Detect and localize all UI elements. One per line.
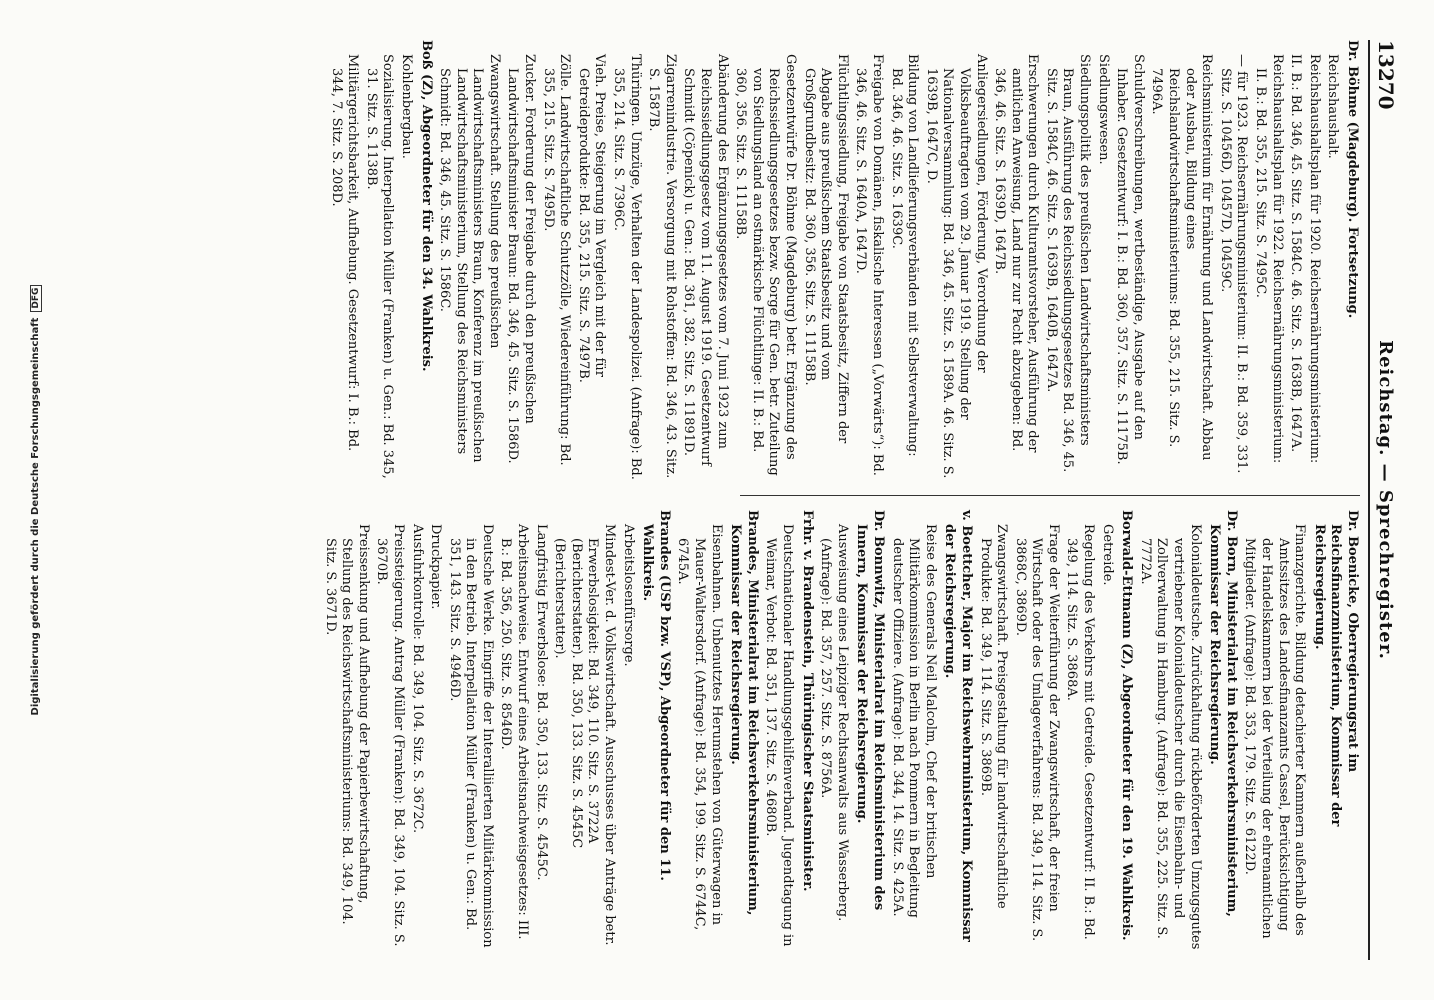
page-header — [1368, 40, 1400, 960]
register-name-entry: Dr. Bonnwitz, Ministerialrat im Reichsministerium des Innern, Kommissar der Reichsregierung. — [854, 510, 886, 911]
register-subentry: Ausweisung eines Leipziger Rechtsanwalts aus Wasserberg. (Anfrage): Bd. 357, 257. Sitz. S. 8756A. — [818, 524, 850, 922]
register-subentry: Arbeitsnachweise. Entwurf eines Arbeitsnachweisgesetzes: III. B.: Bd. 356, 250. Sitz. S. 8546D. — [498, 524, 531, 940]
register-subentry: Zigarrenindustrie. Versorgung mit Rohstoffen: Bd. 346, 43. Sitz. S. 1587B. — [646, 54, 678, 479]
digitization-credit — [30, 20, 50, 980]
register-subentry: Reise des Generals Neil Malcolm, Chef der britischen Militärkommission in Berlin nach Pommern in Begleitung deutscher Offiziere. (Anfrage): Bd. 344, 14. Sitz. S. 425A. — [889, 524, 938, 918]
register-name-entry: v. Boettcher, Major im Reichswehrministerium, Kommissar der Reichsregierung. — [942, 510, 974, 942]
register-subentry: Militärgerichtsbarkeit, Aufhebung. Gesetzentwurf: I. B.: Bd. 344, 7. Sitz. S. 208D. — [328, 54, 361, 452]
register-name-entry: Frhr. v. Brandenstein, Thüringischer Staatsminister. — [799, 510, 815, 892]
register-subentry: II. B.: Bd. 346, 45. Sitz. S. 1584C. 46. Sitz. S. 1638B, 1647A. — [1288, 54, 1304, 453]
register-name-entry: Brandes, Ministerialrat im Reichsverkehrsministerium, Kommissar der Reichsregierung. — [728, 510, 760, 916]
register-subentry: Gesetzentwürfe Dr. Böhme (Magdeburg) betr. Ergänzung des Reichssiedlungsgesetzes bezw. Sorge für Gen. betr. Zuteilung von Siedlungsland an ostmärkische Flüchtlinge: II. B.: Bd. 360, 356. Sitz. S. 11158B. — [733, 54, 798, 476]
register-subentry: Kolonialdeutsche. Zurückhaltung rückbeförderten Umzugsgutes vertriebener Kolonialdeutscher durch die Eisenbahn- und Zollverwaltung in Hamburg. (Anfrage): Bd. 355, 225. Sitz. S. 7772A. — [1137, 524, 1203, 950]
rotated-content — [100, 40, 1400, 960]
credit-text: Digitalisierung gefördert durch die Deutsche Forschungsgemeinschaft — [30, 317, 41, 716]
register-subentry: Erschwerungen durch Kulturamtsvorsteher, Ausführung der amtlichen Anweisung, Land nur zur Pacht abzugeben: Bd. 346, 46. Sitz. S. 1639D, 1647B. — [992, 54, 1041, 453]
register-name-entry: Dr. Böhme (Magdeburg). Fortsetzung. — [1345, 40, 1360, 319]
register-name-entry: Borwald-Ettmann (Z), Abgeordneter für den 19. Wahlkreis. — [1119, 510, 1135, 941]
register-name-entry: Boß (Z), Abgeordneter für den 34. Wahlkreis. — [418, 40, 434, 372]
page-number: 13270 — [1374, 40, 1398, 110]
register-subentry: Thüringen. Umzüge, Verhalten der Landespolizei. (Anfrage): Bd. 355, 214. Sitz. S. 7396C. — [611, 54, 643, 480]
register-subentry: Eisenbahnen. Unbenutztes Herumstehen von Güterwagen in Mauer-Waltersdorf. (Anfrage): Bd. 354, 199. Sitz. S. 6744C, 6745A. — [675, 524, 724, 931]
register-subentry: Preissteigerung. Antrag Müller (Franken): Bd. 349, 104. Sitz. S. 3670B. — [374, 524, 406, 947]
register-name-entry: Brandes (USP bzw. VSP), Abgeordneter für den 11. Wahlkreis. — [640, 510, 672, 881]
register-subentry: Reichshaushalt. — [1325, 54, 1341, 159]
register-subentry: Zwangswirtschaft. Preisgestaltung für landwirtschaftliche Produkte: Bd. 349, 114. Sitz. S. 3869B. — [977, 524, 1010, 909]
register-subentry: Zucker. Forderung der Freigabe durch den preußischen Landwirtschaftsminister Braun: Bd. 346, 45. Sitz. S. 1586D. — [505, 54, 538, 464]
register-subentry: Siedlungswesen. — [1095, 54, 1111, 165]
register-subentry: Abänderung des Ergänzungsgesetzes vom 7. Juni 1923 zum Reichssiedlungsgesetz vom 11. August 1919. Gesetzentwurf Schmidt (Cöpenick) u. Gen.: Bd. 361, 382. Sitz. S. 11891D. — [681, 54, 730, 466]
register-subentry: Ausfuhrkontrolle: Bd. 349, 104. Sitz. S. 3672C. — [409, 524, 425, 834]
register-subentry: Preissenkung und Aufhebung der Papierbewirtschaftung, Stellung des Reichswirtschaftsministeriums: Bd. 349, 104. Sitz. S. 3671D. — [322, 524, 371, 925]
register-subentry: Mindest-Ver. d. Volkswirtschaft. Ausschusses über Anträge betr. Erwerbslosigkeit: Bd. 349, 110. Sitz. S. 3722A (Berichterstatter). Bd. 350, 133. Sitz. S. 4545C (Berichterstatter). — [552, 524, 618, 946]
register-name-entry: Dr. Born, Ministerialrat im Reichsverkehrsministerium, Kommissar der Reichsregierung. — [1207, 510, 1239, 917]
running-title: Reichstag. — Sprechregister. — [1375, 340, 1396, 660]
dfg-logo: DFG — [30, 285, 42, 312]
register-subentry: Finanzgerichte. Bildung detachierter Kammern außerhalb des Amtssitzes des Landesfinanzamts Cassel, Berücksichtigung der Handelskammern bei der Verteilung der ehrenamtlichen Mitglieder. (Anfrage): Bd. 353, 179. Sitz. S. 6122D. — [1242, 524, 1308, 939]
register-name-entry: Dr. Boenicke, Oberregierungsrat im Reichsfinanzministerium, Kommissar der Reichsregierung. — [1311, 510, 1360, 827]
column-divider — [740, 495, 1360, 496]
register-subentry: Langfristig Erwerbslose: Bd. 350, 133. Sitz. S. 4545C. — [533, 524, 549, 881]
register-subentry: Druckpapier. — [428, 524, 444, 610]
register-subentry: — für 1923. Reichsernährungsministerium: II. B.: Bd. 359, 331. Sitz. S. 10456D, 10457D, 10459C. — [1217, 54, 1250, 474]
register-subentry: Zwangswirtschaft. Stellung des preußischen Landwirtschaftsministers Braun, Konferenz im preußischen Landwirtschaftsministerium, Stellung des Reichsministers Schmidt: Bd. 346, 45. Sitz. S. 1586C. — [437, 54, 502, 463]
right-column — [319, 510, 1360, 950]
register-subentry: Sozialisierung. Interpellation Müller (Franken) u. Gen.: Bd. 345, 31. Sitz. S. 1138B. — [363, 54, 396, 479]
register-subentry: Freigabe von Domänen, fiskalische Interessen („Vorwärts“): Bd. 346, 46. Sitz. S. 1640A, 1647D. — [853, 54, 885, 476]
register-subentry: Bildung von Landlieferungsverbänden mit Selbstverwaltung: Bd. 346, 46. Sitz. S. 1639C. — [888, 54, 921, 457]
register-subentry: Reichshaushaltsplan für 1922. Reichsernährungsministerium: II. B.: Bd. 355, 215. Sitz. S. 7495C. — [1253, 54, 1285, 464]
register-subentry: Deutschnationaler Handlungsgehilfenverband. Jugendtagung in Weimar, Verbot: Bd. 351, 137. Sitz. S. 4680B. — [763, 524, 795, 947]
register-subentry: Schuldverschreibungen, wertbeständige, Ausgabe auf den Inhaber. Gesetzentwurf: I. B.: Bd. 360, 357. Sitz. S. 11175B. — [1114, 54, 1146, 465]
left-column — [325, 40, 1360, 480]
register-subentry: Flüchtlingssiedlung, Freigabe von Staatsbesitz, Ziffern der Abgabe aus preußischem Staatsbesitz und vom Großgrundbesitz: Bd. 360, 356. Sitz. S. 11158B. — [801, 54, 850, 444]
register-subentry: Siedlungspolitik des preußischen Landwirtschaftsministers Braun, Ausführung des Reichssiedlungsgesetzes Bd. 346, 45. Sitz. S. 1584C, 46. Sitz. S. 1639B, 1640B, 1647A. — [1043, 54, 1093, 473]
register-subentry: Frage der Weiterführung der Zwangswirtschaft, der freien Wirtschaft oder des Umlageverfahrens: Bd. 349, 114. Sitz. S. 3868C, 3869D. — [1012, 524, 1061, 942]
register-subentry: Vieh. Preise, Steigerung im Vergleich mit der für Getreideprodukte: Bd. 355, 215. Sitz. S. 7497B. — [575, 54, 608, 383]
register-subentry: Zölle. Landwirtschaftliche Schutzzölle, Wiedereinführung: Bd. 355, 215. Sitz. S. 7495D. — [540, 54, 573, 466]
register-subentry: Deutsche Werke. Eingriffe der Interalliierten Militärkommission in den Betrieb. Interpellation Müller (Franken) u. Gen.: Bd. 351, 143. Sitz. S. 4946D. — [446, 524, 495, 948]
register-subentry: Getreide. — [1099, 524, 1115, 586]
register-subentry: Kohlenbergbau. — [398, 54, 414, 159]
register-subentry: Regelung des Verkehrs mit Getreide. Gesetzentwurf: II. B.: Bd. 349, 114. Sitz. S. 3868A. — [1064, 524, 1097, 940]
register-subentry: Reichsministerium für Ernährung und Landwirtschaft. Abbau oder Ausbau, Bildung eines Reichslandwirtschaftsministeriums: Bd. 355, 215. Sitz. S. 7496A. — [1149, 54, 1215, 461]
register-subentry: Arbeitslosenfürsorge. — [620, 524, 636, 667]
register-subentry: Reichshaushaltsplan für 1920. Reichsernährungsministerium: — [1306, 54, 1322, 464]
register-subentry: Anliegersiedlungen, Förderung, Verordnung der Volksbeauftragten vom 29. Januar 1919. Stellung der Nationalversammlung: Bd. 346, 45. Sitz. S. 1589A. 46. Sitz. S. 1639B, 1647C, D. — [923, 54, 989, 479]
